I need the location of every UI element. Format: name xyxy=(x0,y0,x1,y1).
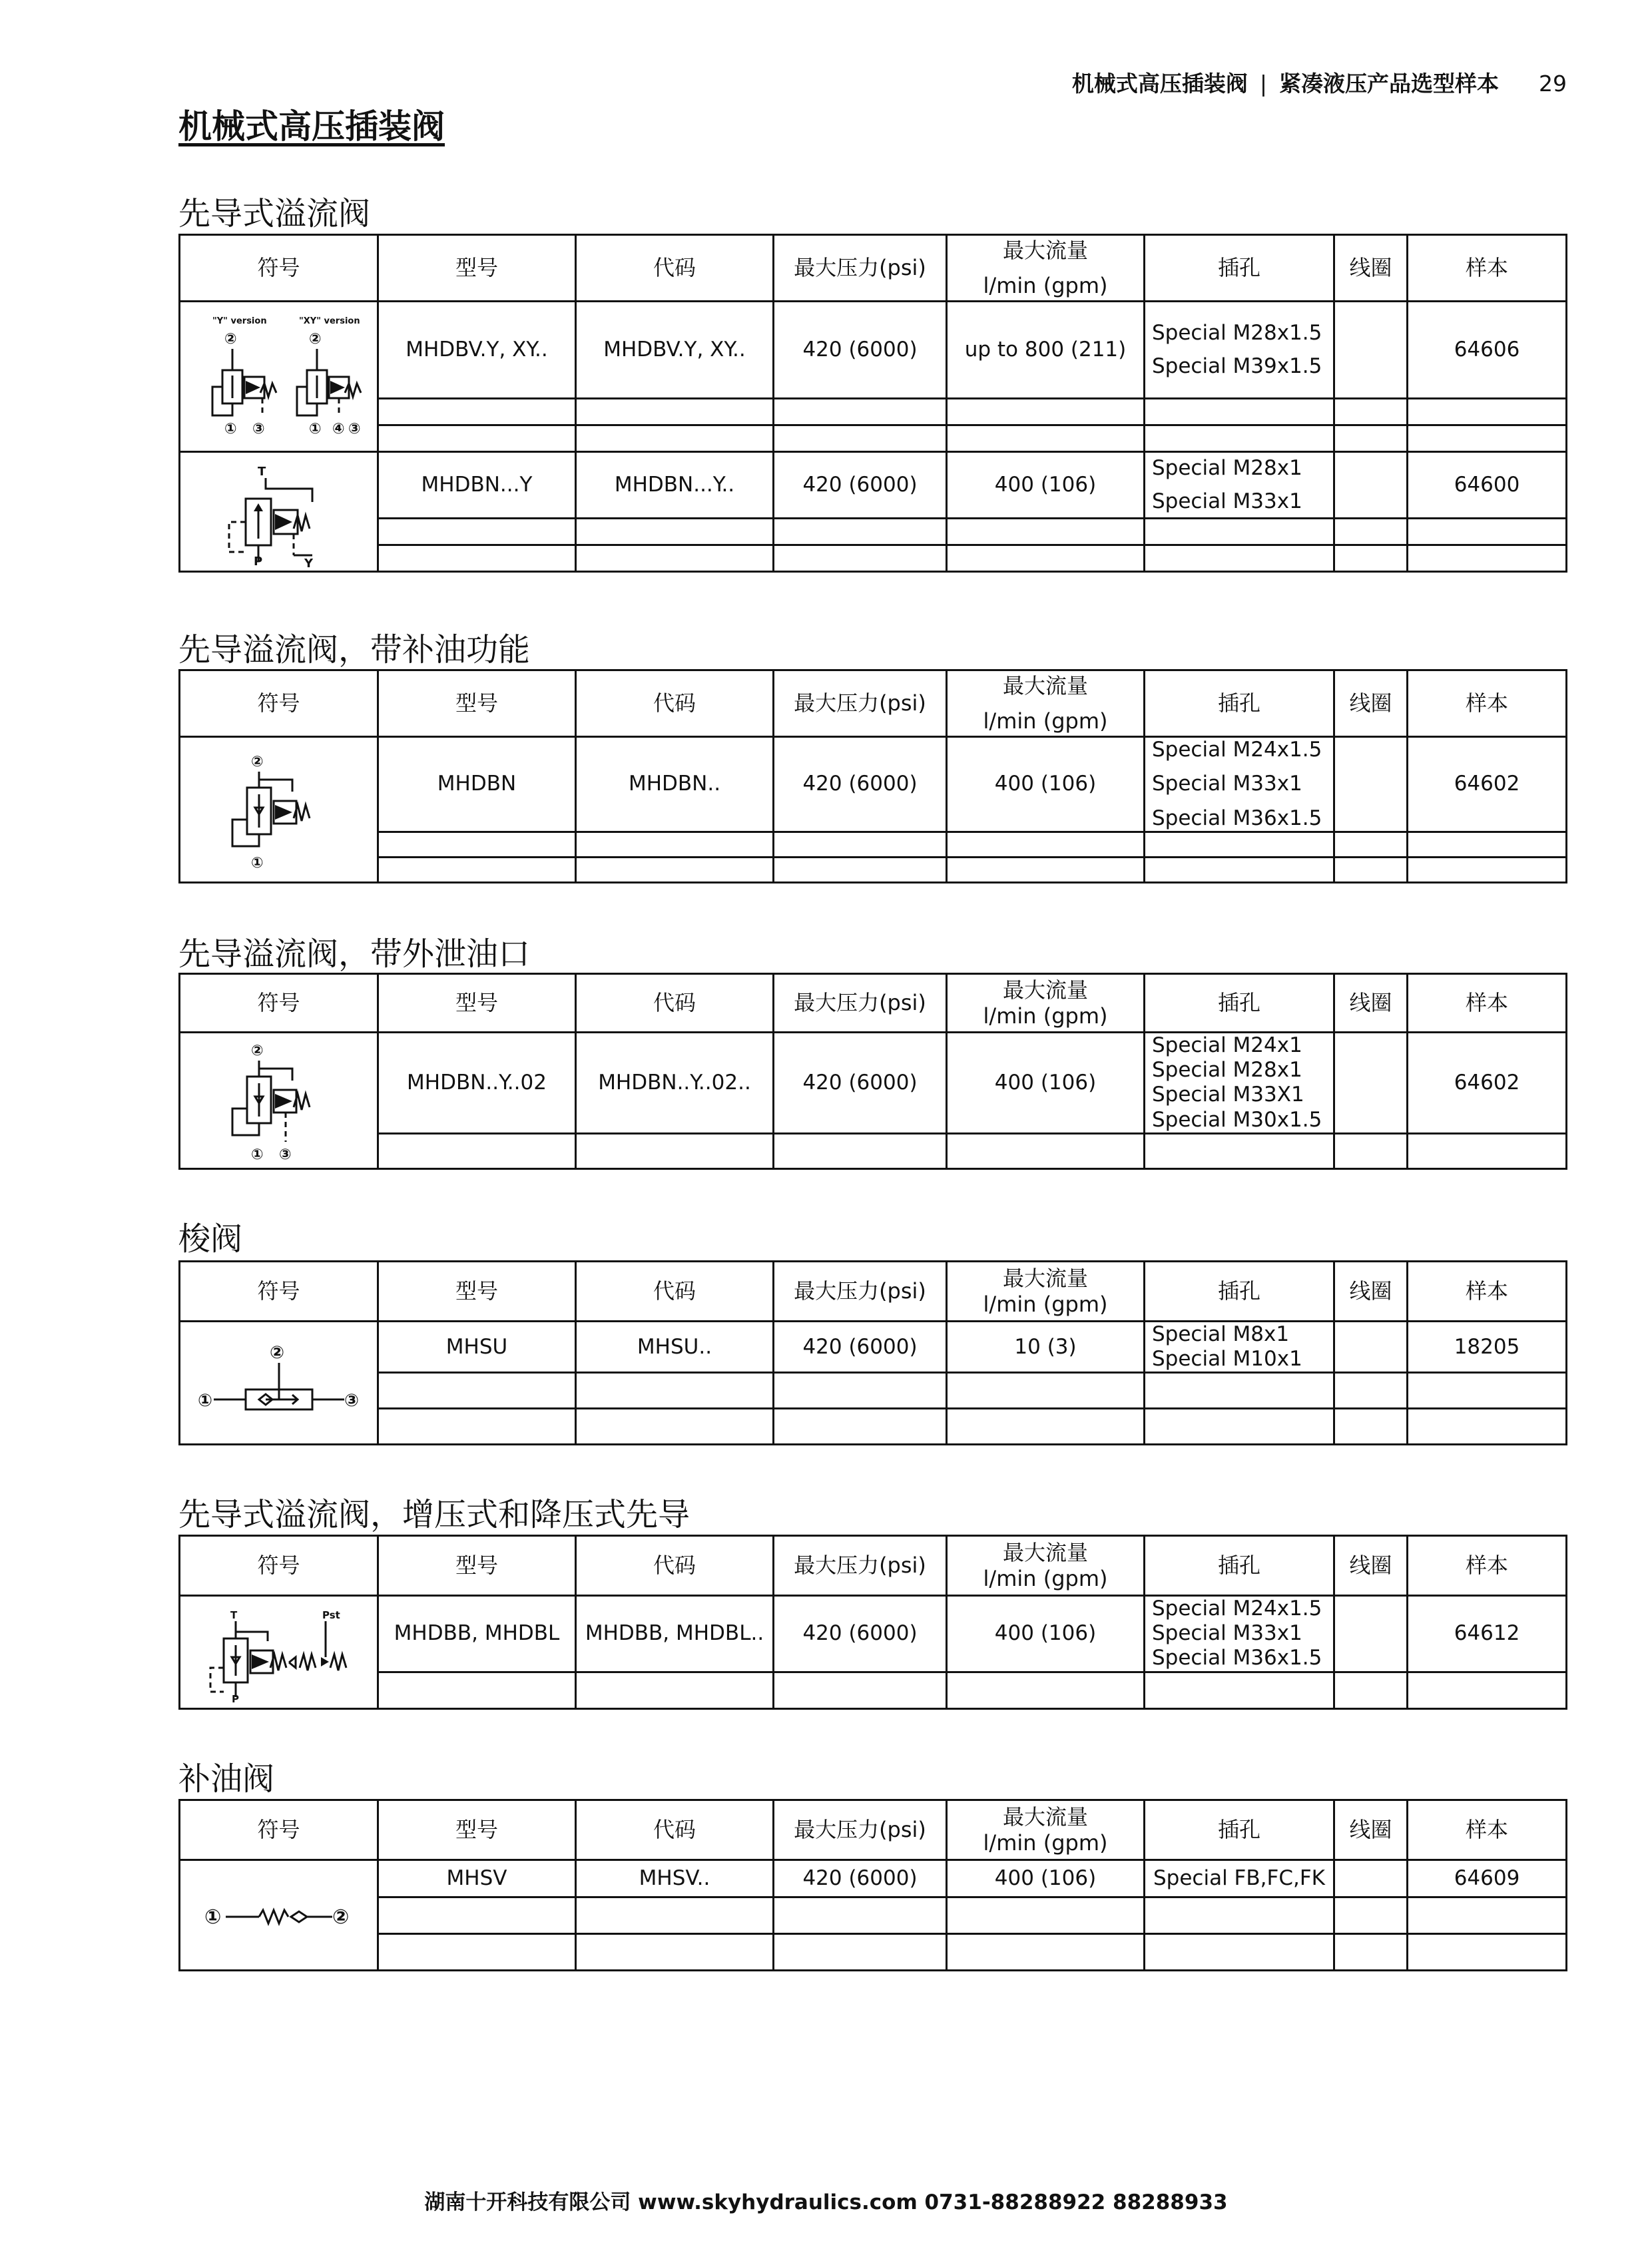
svg-text:T: T xyxy=(230,1609,237,1622)
table-row: ② ① ③ MHDBN..Y..02 MHDBN..Y..02.. 420 (6000) 400 (106) Special M24x1 Special M28x1 Special M33X1 Special M30x1.5 64602 xyxy=(180,1033,1567,1134)
page-title: 机械式高压插装阀 xyxy=(178,107,445,146)
valve-symbol xyxy=(180,1860,378,1971)
ports-cell: Special M24x1.5 Special M33x1 Special M36x1.5 xyxy=(1145,1596,1334,1672)
flow-cell: up to 800 (211) xyxy=(947,302,1145,399)
table-row: ② ① MHDBN MHDBN.. 420 (6000) 400 (106) Special M24x1.5 Special M33x1 Special M36x1.5 64602 xyxy=(180,737,1567,832)
empty-row xyxy=(180,519,1567,545)
pressure-cell: 420 (6000) xyxy=(774,452,947,519)
empty-row xyxy=(180,1934,1567,1971)
table-header-row: 符号 型号 代码 最大压力(psi) 最大流量 l/min (gpm) 插孔 线圈 样本 xyxy=(180,1536,1567,1596)
spec-table xyxy=(178,1535,1567,1710)
section-title: 先导式溢流阀，增压式和降压式先导 xyxy=(178,1496,690,1533)
code-cell: MHDBN...Y.. xyxy=(576,452,774,519)
svg-text:②: ② xyxy=(269,1343,284,1364)
empty-row xyxy=(180,1897,1567,1934)
empty-row xyxy=(180,1373,1567,1409)
table-row xyxy=(180,302,1567,399)
model-cell: MHDBN...Y xyxy=(378,452,576,519)
ports-cell: Special M24x1.5 Special M33x1 Special M36x1.5 xyxy=(1145,737,1334,832)
svg-text:③: ③ xyxy=(278,1146,292,1164)
svg-text:①: ① xyxy=(250,855,264,872)
col-code: 代码 xyxy=(576,235,774,302)
empty-row xyxy=(180,1409,1567,1445)
col-coil: 线圈 xyxy=(1334,235,1408,302)
ports-cell: Special M8x1 Special M10x1 xyxy=(1145,1322,1334,1373)
page-header xyxy=(1072,67,1567,98)
catalog-cell: 64600 xyxy=(1408,452,1567,519)
header-left: 机械式高压插装阀 xyxy=(1071,71,1248,97)
svg-text:P: P xyxy=(231,1693,239,1706)
table-row: ② ① ③ MHSU MHSU.. 420 (6000) 10 (3) Special M8x1 Special M10x1 18205 xyxy=(180,1322,1567,1373)
table-row: ① ② MHSV MHSV.. 420 (6000) 400 (106) Special FB,FC,FK 64609 xyxy=(180,1860,1567,1897)
section-title: 先导式溢流阀 xyxy=(178,195,371,232)
section-title: 梭阀 xyxy=(178,1220,243,1258)
svg-text:①: ① xyxy=(197,1391,212,1411)
check-valve-symbol-icon xyxy=(192,1889,366,1942)
svg-text:②: ② xyxy=(332,1905,349,1929)
col-pressure: 最大压力(psi) xyxy=(774,235,947,302)
svg-text:③: ③ xyxy=(348,420,361,437)
empty-row xyxy=(180,545,1567,572)
empty-row xyxy=(180,399,1567,425)
table-row: T Pst P MHDBB, MHDBL MHDBB, MHDBL.. 420 (6000) 400 (106) Special M24x1.5 Special M33x1 Special M36x1.5 64612 xyxy=(180,1596,1567,1672)
header-separator: | xyxy=(1259,71,1267,97)
catalog-cell: 64606 xyxy=(1408,302,1567,399)
svg-text:③: ③ xyxy=(344,1391,359,1411)
svg-text:T: T xyxy=(257,464,266,479)
col-catalog: 样本 xyxy=(1408,235,1567,302)
coil-cell xyxy=(1334,302,1408,399)
col-model: 型号 xyxy=(378,235,576,302)
pressure-cell: 420 (6000) xyxy=(774,302,947,399)
ports-cell: Special M24x1 Special M28x1 Special M33X1 Special M30x1.5 xyxy=(1145,1033,1334,1134)
svg-text:①: ① xyxy=(250,1146,264,1164)
svg-text:②: ② xyxy=(308,330,322,348)
valve-symbol xyxy=(180,737,378,883)
svg-text:"XY" version: "XY" version xyxy=(298,316,360,326)
valve-symbol xyxy=(180,1322,378,1445)
col-symbol: 符号 xyxy=(180,235,378,302)
section-title: 先导溢流阀，带外泄油口 xyxy=(178,935,531,973)
svg-text:Pst: Pst xyxy=(322,1609,340,1622)
empty-row xyxy=(180,832,1567,858)
relief-valve-symbol-icon xyxy=(212,455,346,569)
col-flow: 最大流量 l/min (gpm) xyxy=(947,235,1145,302)
table-row xyxy=(180,452,1567,519)
section-title: 补油阀 xyxy=(178,1760,275,1798)
ports-cell: Special M28x1.5 Special M39x1.5 xyxy=(1145,302,1334,399)
page-number: 29 xyxy=(1539,71,1567,97)
spec-table xyxy=(178,1260,1567,1445)
relief-valve-makeup-symbol-icon xyxy=(212,746,346,873)
ports-cell: Special M28x1 Special M33x1 xyxy=(1145,452,1334,519)
empty-row xyxy=(180,858,1567,883)
empty-row xyxy=(180,425,1567,452)
section-title: 先导溢流阀，带补油功能 xyxy=(178,631,531,668)
shuttle-valve-symbol-icon xyxy=(186,1333,372,1433)
svg-text:②: ② xyxy=(250,754,264,770)
table-header-row: 符号 型号 代码 最大压力(psi) 最大流量 l/min (gpm) 插孔 线圈 样本 xyxy=(180,670,1567,737)
table-header-row: 符号 型号 代码 最大压力(psi) 最大流量 l/min (gpm) 插孔 线圈 样本 xyxy=(180,974,1567,1033)
table-header-row xyxy=(180,235,1567,302)
svg-text:③: ③ xyxy=(252,420,265,437)
svg-text:①: ① xyxy=(224,420,237,437)
valve-symbol xyxy=(180,452,378,572)
svg-text:①: ① xyxy=(204,1905,221,1929)
table-header-row: 符号 型号 代码 最大压力(psi) 最大流量 l/min (gpm) 插孔 线圈 样本 xyxy=(180,1800,1567,1860)
model-cell: MHDBV.Y, XY.. xyxy=(378,302,576,399)
valve-symbol xyxy=(180,1033,378,1169)
page-footer: 湖南十开科技有限公司 www.skyhydraulics.com 0731-88288922 88288933 xyxy=(424,2190,1228,2214)
svg-text:②: ② xyxy=(224,330,237,348)
svg-text:②: ② xyxy=(250,1043,264,1060)
code-cell: MHDBV.Y, XY.. xyxy=(576,302,774,399)
flow-cell: 400 (106) xyxy=(947,452,1145,519)
svg-text:Y: Y xyxy=(304,556,313,569)
valve-symbol xyxy=(180,302,378,452)
empty-row xyxy=(180,1672,1567,1708)
empty-row xyxy=(180,1133,1567,1168)
svg-text:"Y" version: "Y" version xyxy=(212,316,267,326)
spec-table xyxy=(178,1799,1567,1971)
spec-table xyxy=(178,669,1567,883)
valve-symbol xyxy=(180,1596,378,1709)
svg-text:①: ① xyxy=(308,420,322,437)
relief-valve-boost-symbol-icon xyxy=(189,1599,369,1705)
coil-cell xyxy=(1334,452,1408,519)
spec-table xyxy=(178,973,1567,1170)
svg-text:④: ④ xyxy=(332,420,345,437)
relief-valve-drain-symbol-icon xyxy=(212,1035,346,1165)
svg-text:P: P xyxy=(253,554,262,569)
relief-valve-symbol-icon xyxy=(186,310,372,443)
col-ports: 插孔 xyxy=(1145,235,1334,302)
spec-table xyxy=(178,234,1567,573)
header-right: 紧凑液压产品选型样本 xyxy=(1279,71,1499,97)
table-header-row: 符号 型号 代码 最大压力(psi) 最大流量 l/min (gpm) 插孔 线圈 样本 xyxy=(180,1262,1567,1322)
